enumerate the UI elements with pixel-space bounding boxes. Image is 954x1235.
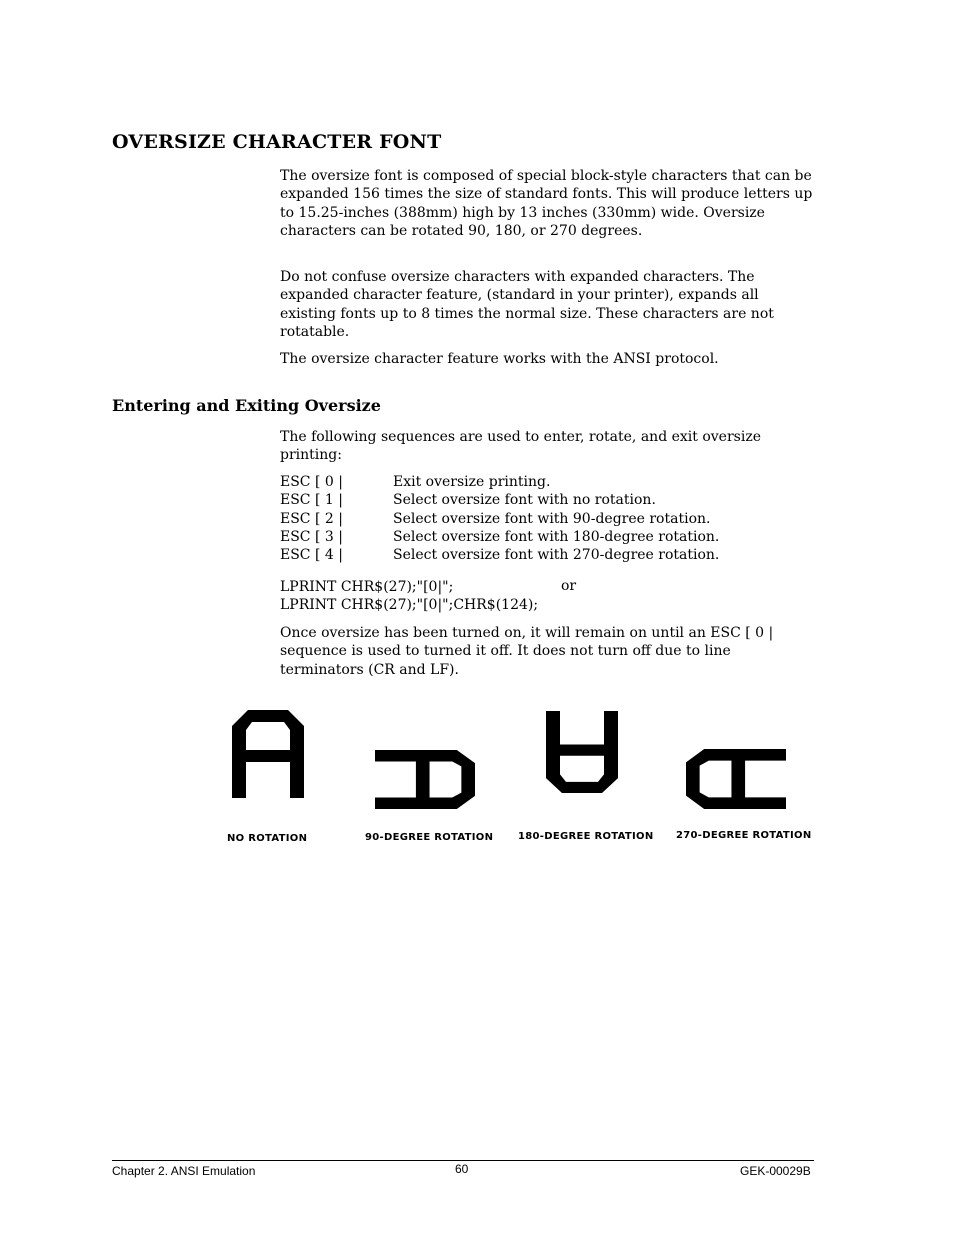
sequence-row [280,473,719,491]
oversize-a-no-rotation-illustration [232,710,304,798]
caption-270-degree: 270-DEGREE ROTATION [676,830,812,841]
paragraph-expanded-comparison: Do not confuse oversize characters with expanded characters. The expanded character feature, (standard in your printer), expands all existing fonts up to 8 times the normal size. These characters are not rotatable. [280,269,774,340]
sequence-description: Select oversize font with 90-degree rotation. [393,510,711,527]
footer-document-id: GEK-00029B [740,1164,811,1178]
paragraph-oversize-description: The oversize font is composed of special block-style characters that can be expanded 156 times the size of standard fonts. This will produce letters up to 15.25-inches (388mm) high by 13 inches (330mm) wide. Oversize characters can be rotated 90, 180, or 270 degrees. [280,168,813,239]
paragraph-oversize-closing: Once oversize has been turned on, it will remain on until an ESC [ 0 | sequence is used to turned it off. It does not turn off due to line terminators (CR and LF). [280,625,774,678]
sequence-description: Select oversize font with 270-degree rotation. [393,547,720,564]
section-title: OVERSIZE CHARACTER FONT [112,131,442,153]
footer-page-number: 60 [455,1162,469,1176]
escape-sequence-table [280,473,719,564]
sequence-code: ESC [ 1 | [280,492,343,509]
sequence-code: ESC [ 0 | [280,474,343,490]
caption-90-degree: 90-DEGREE ROTATION [365,832,494,843]
subsection-title: Entering and Exiting Oversize [112,396,381,415]
oversize-a-270-degree-illustration [686,749,786,809]
sequence-code: ESC [ 4 | [280,547,343,564]
sequence-description: Select oversize font with 180-degree rotation. [393,528,720,545]
footer-divider [112,1160,814,1161]
sequence-description: Exit oversize printing. [393,474,551,490]
footer-chapter: Chapter 2. ANSI Emulation [112,1164,256,1178]
code-example-or: or [561,578,577,594]
sequence-row [280,491,719,509]
code-example-1: LPRINT CHR$(27);"[0|"; [280,579,454,595]
sequence-row [280,528,719,546]
sequence-code: ESC [ 2 | [280,510,343,527]
sequence-description: Select oversize font with no rotation. [393,492,656,509]
caption-no-rotation: NO ROTATION [227,833,308,844]
sequence-row [280,510,719,528]
oversize-a-90-degree-illustration [375,750,475,809]
code-example-2: LPRINT CHR$(27);"[0|";CHR$(124); [280,597,539,613]
caption-180-degree: 180-DEGREE ROTATION [518,831,654,842]
paragraph-ansi-protocol: The oversize character feature works with the ANSI protocol. [280,351,719,367]
sequence-row [280,546,719,564]
sequence-code: ESC [ 3 | [280,528,343,545]
oversize-a-180-degree-illustration [546,711,618,793]
rotation-figure [225,705,815,855]
paragraph-sequences-intro: The following sequences are used to enter, rotate, and exit oversize printing: [280,429,761,464]
